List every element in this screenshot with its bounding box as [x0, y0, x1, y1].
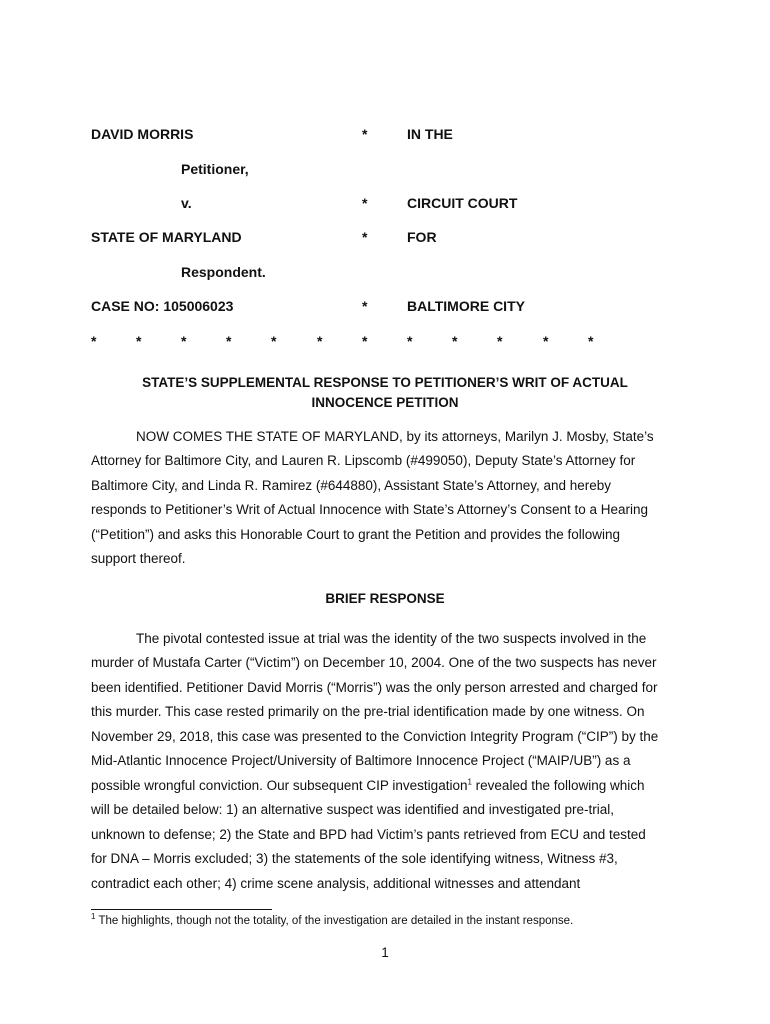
- brief-line: The pivotal contested issue at trial was the identity of the two suspects involved in the: [136, 631, 647, 646]
- caption-party1: DAVID MORRIS: [91, 126, 194, 142]
- intro-line: Baltimore City, and Linda R. Ramirez (#644880), Assistant State’s Attorney, and hereby: [91, 478, 612, 493]
- intro-line: Attorney for Baltimore City, and Lauren R. Lipscomb (#499050), Deputy State’s Attorney for: [91, 453, 636, 468]
- separator-star: *: [136, 333, 142, 349]
- separator-star: *: [407, 333, 413, 349]
- section-heading: BRIEF RESPONSE: [325, 591, 445, 606]
- caption-petitioner: Petitioner,: [181, 161, 249, 177]
- separator-star: *: [226, 333, 232, 349]
- brief-line: for DNA – Morris excluded; 3) the statements of the sole identifying witness, Witness #3,: [91, 851, 618, 866]
- document-title-line1: STATE’S SUPPLEMENTAL RESPONSE TO PETITIONER’S WRIT OF ACTUAL: [142, 375, 628, 390]
- caption-court-line4: BALTIMORE CITY: [407, 298, 525, 314]
- separator-star: *: [91, 333, 97, 349]
- footnote-marker: 1: [91, 912, 96, 922]
- caption-star: *: [362, 298, 368, 314]
- brief-line: November 29, 2018, this case was presented to the Conviction Integrity Program (“CIP”) by the: [91, 729, 659, 744]
- brief-line: been identified. Petitioner David Morris (“Morris”) was the only person arrested and charged for: [91, 680, 658, 695]
- separator-star: *: [362, 333, 368, 349]
- separator-star: *: [497, 333, 503, 349]
- footnote-reference[interactable]: 1: [467, 777, 472, 787]
- brief-line: will be detailed below: 1) an alternative suspect was identified and investigated pre-trial,: [91, 802, 615, 817]
- caption-respondent: Respondent.: [181, 264, 266, 280]
- footnote-text: The highlights, though not the totality, of the investigation are detailed in the instant response.: [95, 915, 574, 927]
- caption-court-line2: CIRCUIT COURT: [407, 195, 518, 211]
- separator-star: *: [588, 333, 594, 349]
- footnote: [91, 912, 574, 927]
- intro-line: (“Petition”) and asks this Honorable Court to grant the Petition and provides the following: [91, 527, 621, 542]
- caption-star: *: [362, 229, 368, 245]
- brief-line: Mid-Atlantic Innocence Project/University of Baltimore Innocence Project (“MAIP/UB”) as a: [91, 753, 631, 768]
- separator-star: *: [317, 333, 323, 349]
- separator-star: *: [181, 333, 187, 349]
- page-number: 1: [381, 945, 389, 960]
- intro-line: NOW COMES THE STATE OF MARYLAND, by its attorneys, Marilyn J. Mosby, State’s: [136, 429, 654, 444]
- caption-court-line3: FOR: [407, 229, 437, 245]
- intro-line: support thereof.: [91, 551, 186, 566]
- caption-star: *: [362, 126, 368, 142]
- caption-court-line1: IN THE: [407, 126, 453, 142]
- intro-line: responds to Petitioner’s Writ of Actual Innocence with State’s Attorney’s Consent to a Hearing: [91, 502, 649, 517]
- separator-star: *: [452, 333, 458, 349]
- brief-line: murder of Mustafa Carter (“Victim”) on December 10, 2004. One of the two suspects has never: [91, 655, 657, 670]
- caption-party2: STATE OF MARYLAND: [91, 229, 242, 245]
- footnote-divider: [91, 909, 272, 910]
- brief-line: unknown to defense; 2) the State and BPD had Victim’s pants retrieved from ECU and tested: [91, 827, 646, 842]
- brief-line-with-footnote: [91, 774, 645, 798]
- caption-star: *: [362, 195, 368, 211]
- caption-case-no: CASE NO: 105006023: [91, 298, 234, 314]
- separator-star: *: [543, 333, 549, 349]
- brief-line: contradict each other; 4) crime scene analysis, additional witnesses and attendant: [91, 876, 581, 891]
- document-title-line2: INNOCENCE PETITION: [311, 395, 459, 410]
- brief-line: this murder. This case rested primarily on the pre-trial identification made by one witness. On: [91, 704, 645, 719]
- brief-line-tail: revealed the following which: [471, 778, 645, 793]
- brief-line: possible wrongful conviction. Our subsequent CIP investigation: [91, 778, 468, 793]
- caption-versus: v.: [181, 195, 192, 211]
- separator-star: *: [271, 333, 277, 349]
